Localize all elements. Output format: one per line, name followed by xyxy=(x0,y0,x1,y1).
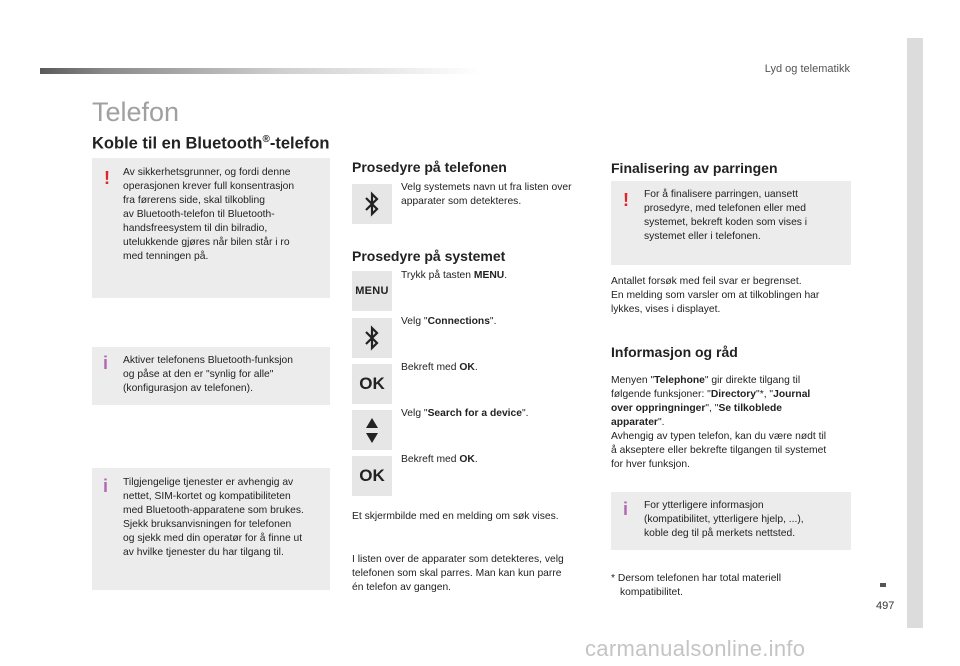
warning-icon: ! xyxy=(104,168,110,188)
page-side-tab xyxy=(907,38,923,628)
page-number: 497 xyxy=(876,600,895,612)
arrow-up-icon xyxy=(366,418,378,428)
info-advice-title: Informasjon og råd xyxy=(611,344,738,360)
info-note-services xyxy=(92,468,330,590)
warning-note-text: Av sikkerhetsgrunner, og fordi denne operasjonen krever full konsentrasjon fra førerens side, skal tilkobling av Bluetooth-telefon til Bluetooth- handsfreesystem til din bilradio, utelukkende gjøres når bilen står i ro med tenningen på. xyxy=(123,167,295,262)
phone-procedure-title: Prosedyre på telefonen xyxy=(352,159,507,175)
info-advice-text: Menyen "Telephone" gir direkte tilgang til følgende funksjoner: "Directory"*, "Journal over oppringninger", "Se tilkoblede apparater". Avhengig av typen telefon, kan du være nødt til å akseptere eller bekrefte tilgangen til systemet for hver funksjon. xyxy=(611,375,827,470)
phone-step-text: Velg systemets navn ut fra listen over apparater som detekteres. xyxy=(401,182,572,207)
info-note-bluetooth xyxy=(92,347,330,405)
system-procedure-title: Prosedyre på systemet xyxy=(352,248,506,264)
info-more-note xyxy=(611,492,851,550)
search-screen-text: Et skjermbilde med en melding om søk vises. xyxy=(352,511,559,522)
system-step-1: Trykk på tasten MENU. xyxy=(401,270,508,281)
watermark: carmanualsonline.info xyxy=(585,636,806,661)
footnote: * Dersom telefonen har total materiell kompatibilitet. xyxy=(611,573,782,598)
finalize-warning-note xyxy=(611,181,851,265)
system-step-5: Bekreft med OK. xyxy=(401,454,478,465)
info-note-text: Tilgjengelige tjenester er avhengig av nettet, SIM-kortet og kompatibiliteten med Bluetooth-apparatene som brukes. Sjekk bruksanvisningen for telefonen og sjekk med din operatør for å finne ut av hvilke tjenester du har tilgang til. xyxy=(123,477,304,558)
page-title: Telefon xyxy=(92,97,180,127)
arrow-down-icon xyxy=(366,433,378,443)
warning-note xyxy=(92,158,330,298)
finalize-text: Antallet forsøk med feil svar er begrenset. En melding som varsler om at tilkoblingen har lykkes, vises i displayet. xyxy=(611,276,820,315)
info-icon: i xyxy=(623,499,629,519)
bluetooth-icon xyxy=(352,318,392,358)
info-icon: i xyxy=(103,476,109,496)
up-down-arrows-icon xyxy=(352,410,392,450)
warning-icon: ! xyxy=(623,190,629,210)
info-note-text: Aktiver telefonens Bluetooth-funksjon og påse at den er "synlig for alle" (konfigurasjon av telefonen). xyxy=(123,355,293,394)
section-subtitle: Koble til en Bluetooth®-telefon xyxy=(92,134,330,153)
ok-button-icon: OK xyxy=(352,364,392,404)
system-step-4: Velg "Search for a device". xyxy=(401,408,529,419)
bluetooth-icon xyxy=(352,184,392,224)
pairing-list-text: I listen over de apparater som detekteres, velg telefonen som skal parres. Man kan kun parre én telefon av gangen. xyxy=(352,554,564,593)
system-step-2: Velg "Connections". xyxy=(401,316,497,327)
finalize-note-text: For å finalisere parringen, uansett prosedyre, med telefonen eller med systemet, bekreft koden som vises i systemet eller i telefonen. xyxy=(644,189,808,242)
system-step-3: Bekreft med OK. xyxy=(401,362,478,373)
section-label: Lyd og telematikk xyxy=(764,63,850,75)
finalize-title: Finalisering av parringen xyxy=(611,160,778,176)
menu-button-icon: MENU xyxy=(352,271,392,311)
info-icon: i xyxy=(103,353,109,373)
ok-button-icon: OK xyxy=(352,456,392,496)
info-more-text: For ytterligere informasjon (kompatibilitet, ytterligere hjelp, ...), koble deg til på merkets nettsted. xyxy=(644,500,804,539)
page-number-mark xyxy=(880,583,886,587)
header-gradient-bar xyxy=(40,68,480,74)
